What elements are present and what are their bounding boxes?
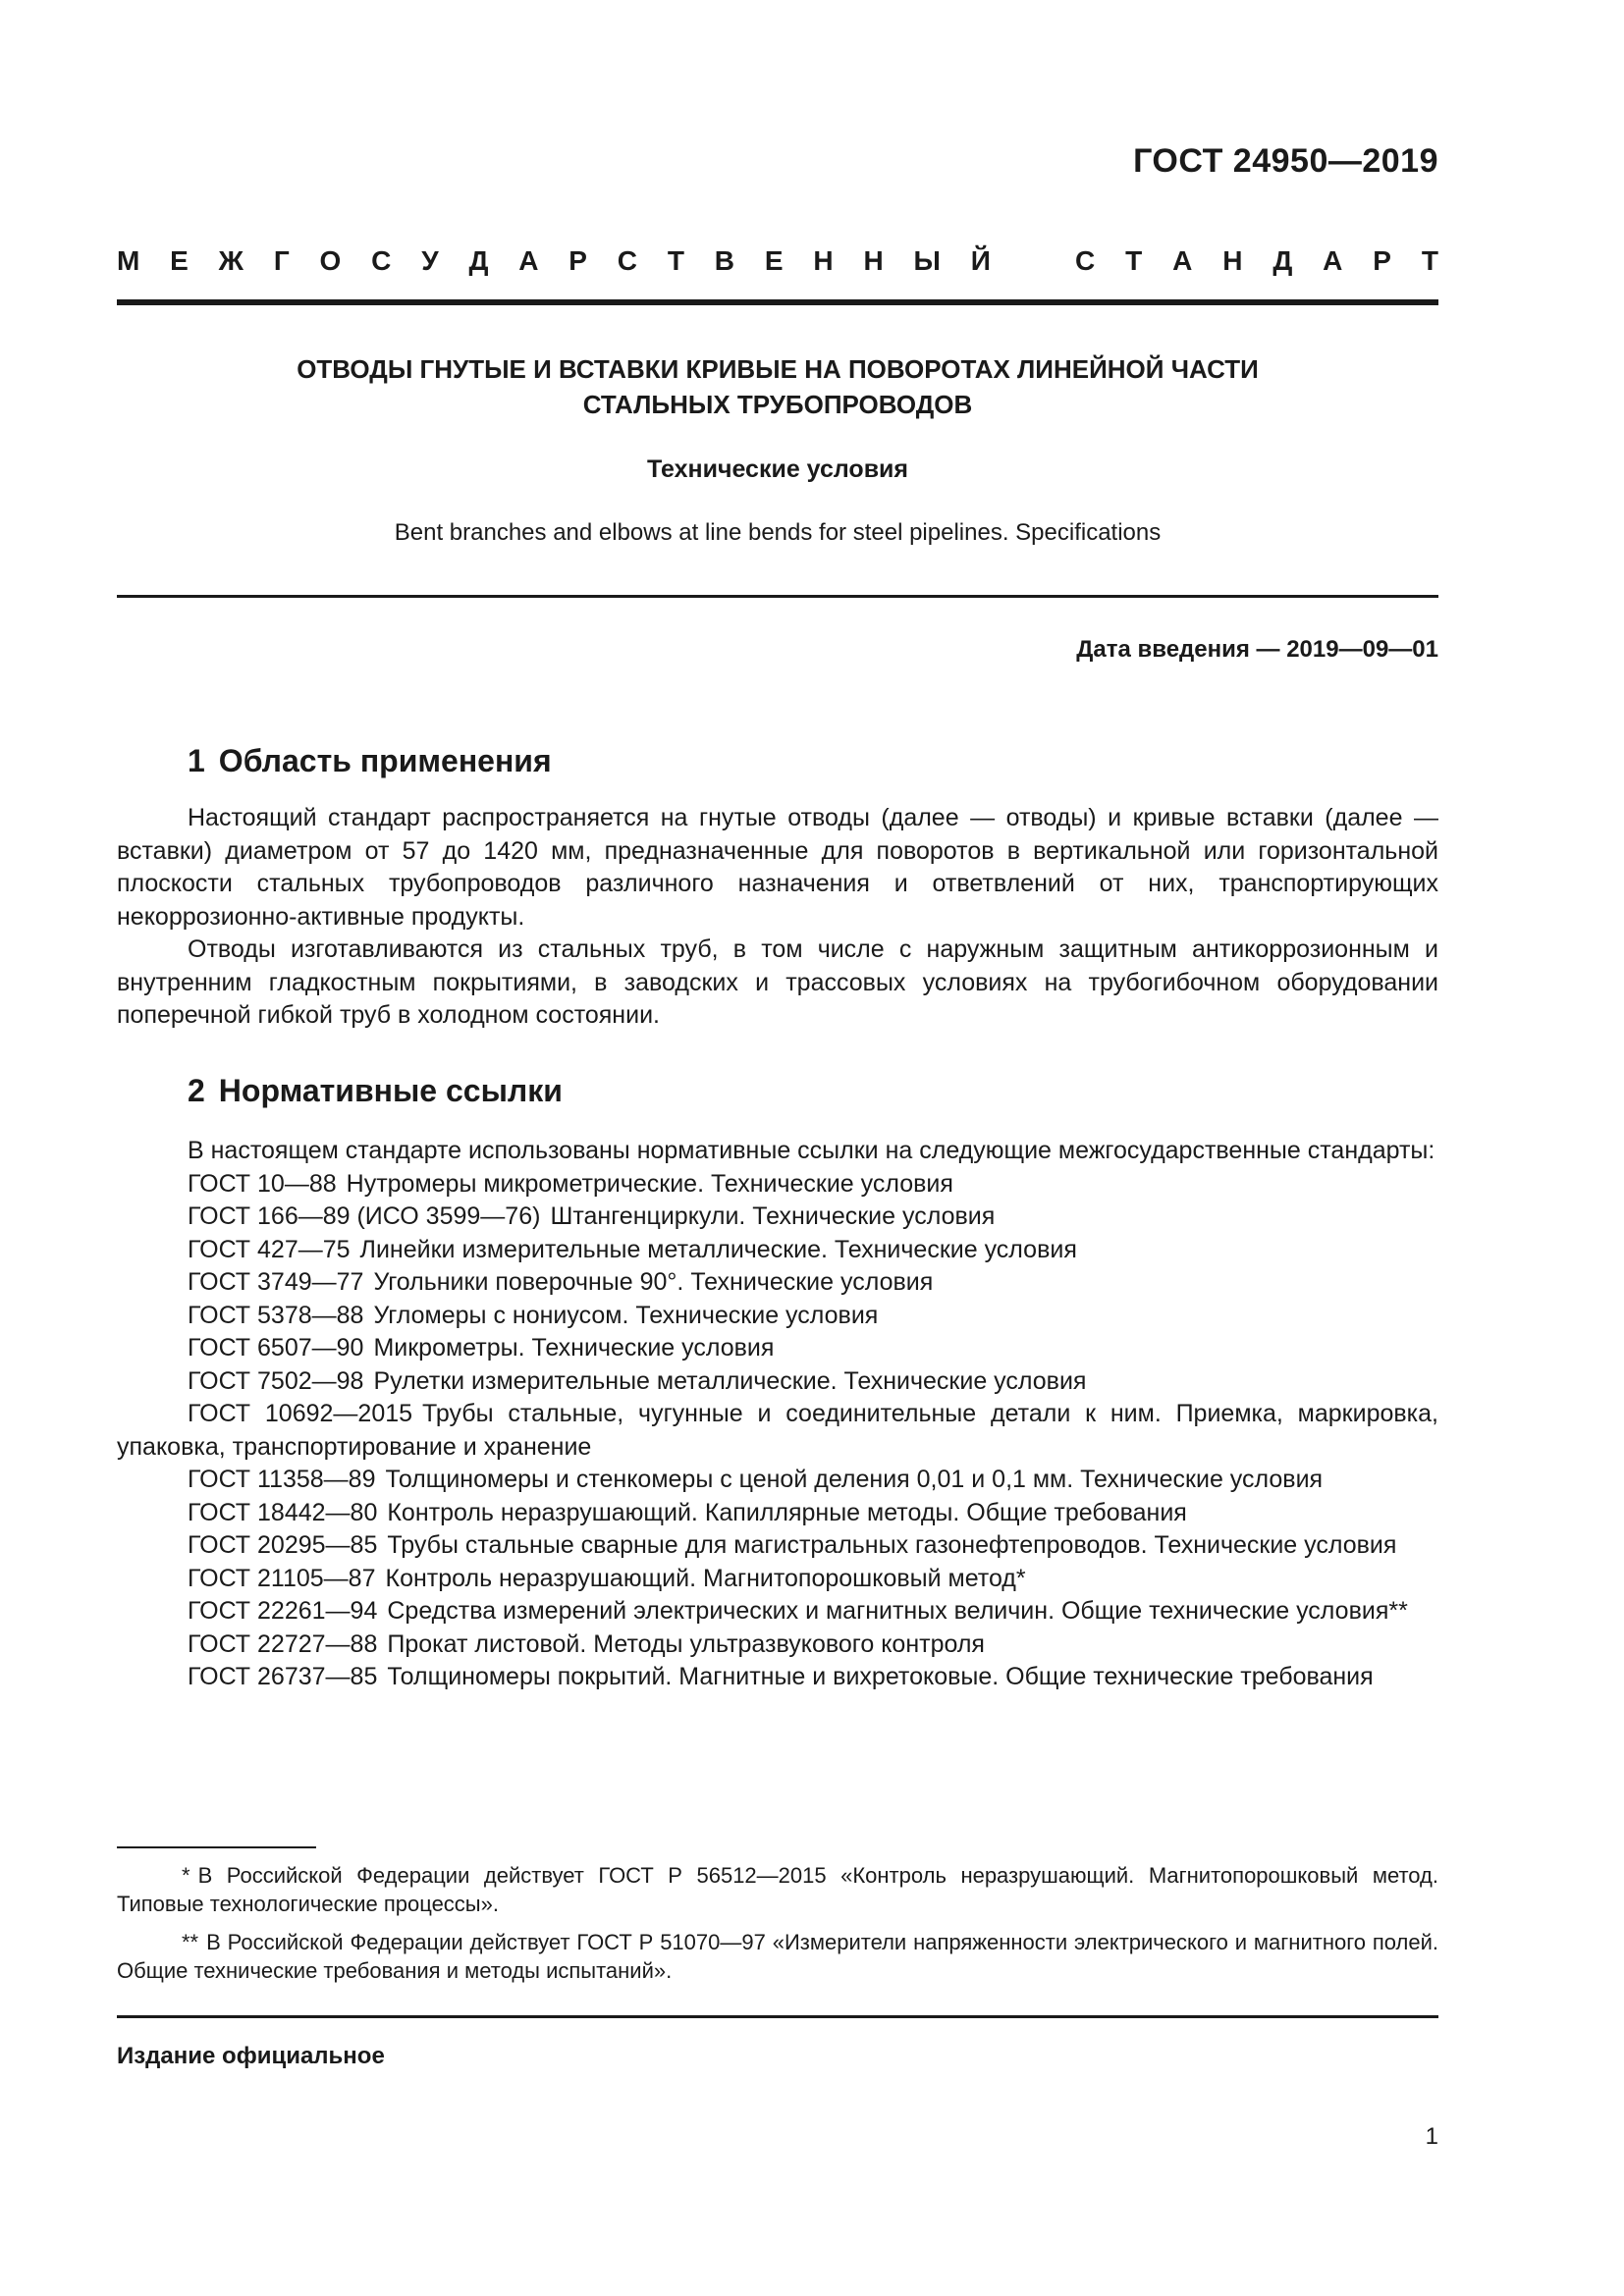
banner-letter: М: [117, 245, 140, 276]
reference-title: Трубы стальные, чугунные и соединительные детали к ним. Приемка, маркировка, упаковка, транспортирование и хранение: [117, 1400, 1438, 1461]
title-divider: [117, 595, 1438, 598]
banner-letter: Ы: [913, 245, 941, 276]
reference-code: ГОСТ 20295—85: [188, 1531, 378, 1559]
reference-code: ГОСТ 6507—90: [188, 1334, 364, 1362]
reference-item: [117, 1300, 1438, 1333]
reference-title: Толщиномеры покрытий. Магнитные и вихретоковые. Общие технические требования: [387, 1663, 1374, 1690]
banner-letter: У: [421, 245, 439, 276]
reference-item: [117, 1332, 1438, 1365]
reference-item: [117, 1464, 1438, 1497]
banner-letter: А: [1323, 245, 1343, 276]
reference-item: [117, 1629, 1438, 1662]
banner-letter: Д: [1272, 245, 1293, 276]
section-1-body: [117, 802, 1438, 1033]
reference-code: ГОСТ 10—88: [188, 1169, 337, 1198]
page-number: 1: [1425, 2123, 1438, 2150]
footnote: [117, 1861, 1438, 1918]
header-divider: [117, 299, 1438, 305]
banner-letter: Е: [170, 245, 189, 276]
reference-title: Угломеры с нониусом. Технические условия: [373, 1301, 879, 1329]
references-intro: В настоящем стандарте использованы нормативные ссылки на следующие межгосударственные стандарты:: [188, 1137, 1435, 1164]
reference-item: [117, 1201, 1438, 1234]
reference-code: ГОСТ 22727—88: [188, 1629, 378, 1658]
banner-letter: Д: [468, 245, 489, 276]
reference-title: Микрометры. Технические условия: [373, 1334, 775, 1362]
reference-item: [117, 1234, 1438, 1267]
banner-letter: А: [518, 245, 539, 276]
reference-title: Толщиномеры и стенкомеры с ценой деления 0,01 и 0,1 мм. Технические условия: [385, 1466, 1324, 1493]
paragraph: Настоящий стандарт распространяется на гнутые отводы (далее — отводы) и кривые вставки (далее — вставки) диаметром от 57 до 1420 мм, предназначенные для поворотов в вертикальной или горизонтальной плоскости стальных трубопроводов различного назначения и ответвлений от них, транспортирующих некоррозионно-активные продукты.: [117, 804, 1438, 931]
reference-title: Угольники поверочные 90°. Технические условия: [373, 1268, 934, 1296]
document-page: [117, 0, 1438, 2296]
reference-item: [117, 1168, 1438, 1201]
banner-letter: С: [617, 245, 638, 276]
banner-letter: В: [714, 245, 735, 276]
reference-item: [117, 1398, 1438, 1464]
banner-letter: Й: [970, 245, 991, 276]
reference-item: [117, 1266, 1438, 1300]
introduction-date: Дата введения — 2019—09—01: [1076, 636, 1438, 663]
footnote-mark: **: [182, 1930, 199, 1954]
section-number: 1: [188, 743, 205, 778]
banner-letter: С: [1075, 245, 1096, 276]
edition-label: Издание официальное: [117, 2043, 385, 2069]
title-line-2: СТАЛЬНЫХ ТРУБОПРОВОДОВ: [582, 390, 973, 419]
document-number: ГОСТ 24950—2019: [1133, 142, 1438, 180]
paragraph: Отводы изготавливаются из стальных труб, в том числе с наружным защитным антикоррозионным и внутренним гладкостным покрытиями, в заводских и трассовых условиях на трубогибочном оборудовании поперечной гибкой труб в холодном состоянии.: [117, 935, 1438, 1029]
banner-letter: Т: [1421, 245, 1438, 276]
section-2-body: [117, 1135, 1438, 1694]
banner-letter: Н: [863, 245, 884, 276]
banner-letter: Г: [273, 245, 290, 276]
footnotes: [117, 1861, 1438, 1995]
reference-code: ГОСТ 427—75: [188, 1235, 351, 1263]
reference-code: ГОСТ 26737—85: [188, 1663, 378, 1690]
reference-title: Нутромеры микрометрические. Технические условия: [346, 1169, 953, 1198]
banner-word-standard: [1075, 245, 1438, 277]
reference-item: [117, 1529, 1438, 1563]
reference-title: Прокат листовой. Методы ультразвукового контроля: [387, 1629, 985, 1658]
reference-code: ГОСТ 22261—94: [188, 1597, 378, 1625]
banner-letter: С: [371, 245, 392, 276]
reference-title: Средства измерений электрических и магнитных величин. Общие технические условия**: [387, 1597, 1408, 1625]
reference-code: ГОСТ 166—89 (ИСО 3599—76): [188, 1202, 541, 1230]
reference-title: Штангенциркули. Технические условия: [550, 1202, 996, 1230]
reference-title: Трубы стальные сварные для магистральных газонефтепроводов. Технические условия: [387, 1531, 1397, 1559]
reference-item: [117, 1595, 1438, 1629]
banner-letter: Т: [667, 245, 684, 276]
banner-letter: Н: [813, 245, 834, 276]
footer-divider: [117, 2015, 1438, 2018]
reference-code: ГОСТ 5378—88: [188, 1301, 364, 1329]
reference-code: ГОСТ 11358—89: [188, 1466, 376, 1493]
footnote: [117, 1928, 1438, 1985]
banner-letter: Ж: [218, 245, 244, 276]
section-1-heading: [188, 743, 552, 779]
reference-title: Контроль неразрушающий. Капиллярные методы. Общие требования: [387, 1498, 1187, 1526]
banner-letter: О: [319, 245, 342, 276]
reference-code: ГОСТ 10692—2015: [188, 1400, 413, 1427]
standard-type-banner: [117, 245, 1438, 277]
banner-word-interstate: [117, 245, 991, 277]
reference-title: Рулетки измерительные металлические. Технические условия: [373, 1366, 1087, 1395]
banner-letter: Р: [1373, 245, 1391, 276]
reference-item: [117, 1497, 1438, 1530]
reference-code: ГОСТ 3749—77: [188, 1268, 364, 1296]
section-title: Нормативные ссылки: [218, 1073, 563, 1108]
banner-letter: Т: [1125, 245, 1143, 276]
section-number: 2: [188, 1073, 205, 1108]
banner-letter: Е: [764, 245, 784, 276]
section-2-heading: [188, 1073, 563, 1109]
reference-title: Линейки измерительные металлические. Технические условия: [359, 1235, 1077, 1263]
reference-title: Контроль неразрушающий. Магнитопорошковый метод*: [385, 1564, 1026, 1592]
title-line-1: ОТВОДЫ ГНУТЫЕ И ВСТАВКИ КРИВЫЕ НА ПОВОРОТАХ ЛИНЕЙНОЙ ЧАСТИ: [297, 354, 1259, 384]
footnote-separator: [117, 1846, 316, 1848]
section-title: Область применения: [218, 743, 552, 778]
banner-letter: Р: [568, 245, 587, 276]
document-title: [117, 351, 1438, 422]
reference-code: ГОСТ 21105—87: [188, 1564, 376, 1592]
footnote-text: В Российской Федерации действует ГОСТ Р 56512—2015 «Контроль неразрушающий. Магнитопорошковый метод. Типовые технологические процессы».: [117, 1863, 1438, 1916]
footnote-mark: *: [182, 1863, 190, 1888]
document-subtitle: Технические условия: [646, 455, 909, 483]
banner-letter: Н: [1222, 245, 1243, 276]
reference-item: [117, 1563, 1438, 1596]
reference-code: ГОСТ 7502—98: [188, 1366, 364, 1395]
reference-item: [117, 1365, 1438, 1399]
banner-letter: А: [1172, 245, 1193, 276]
footnote-text: В Российской Федерации действует ГОСТ Р 51070—97 «Измерители напряженности электрического и магнитного полей. Общие технические требования и методы испытаний».: [117, 1930, 1438, 1983]
reference-item: [117, 1661, 1438, 1694]
reference-code: ГОСТ 18442—80: [188, 1498, 378, 1526]
english-title: Bent branches and elbows at line bends for steel pipelines. Specifications: [394, 519, 1162, 546]
